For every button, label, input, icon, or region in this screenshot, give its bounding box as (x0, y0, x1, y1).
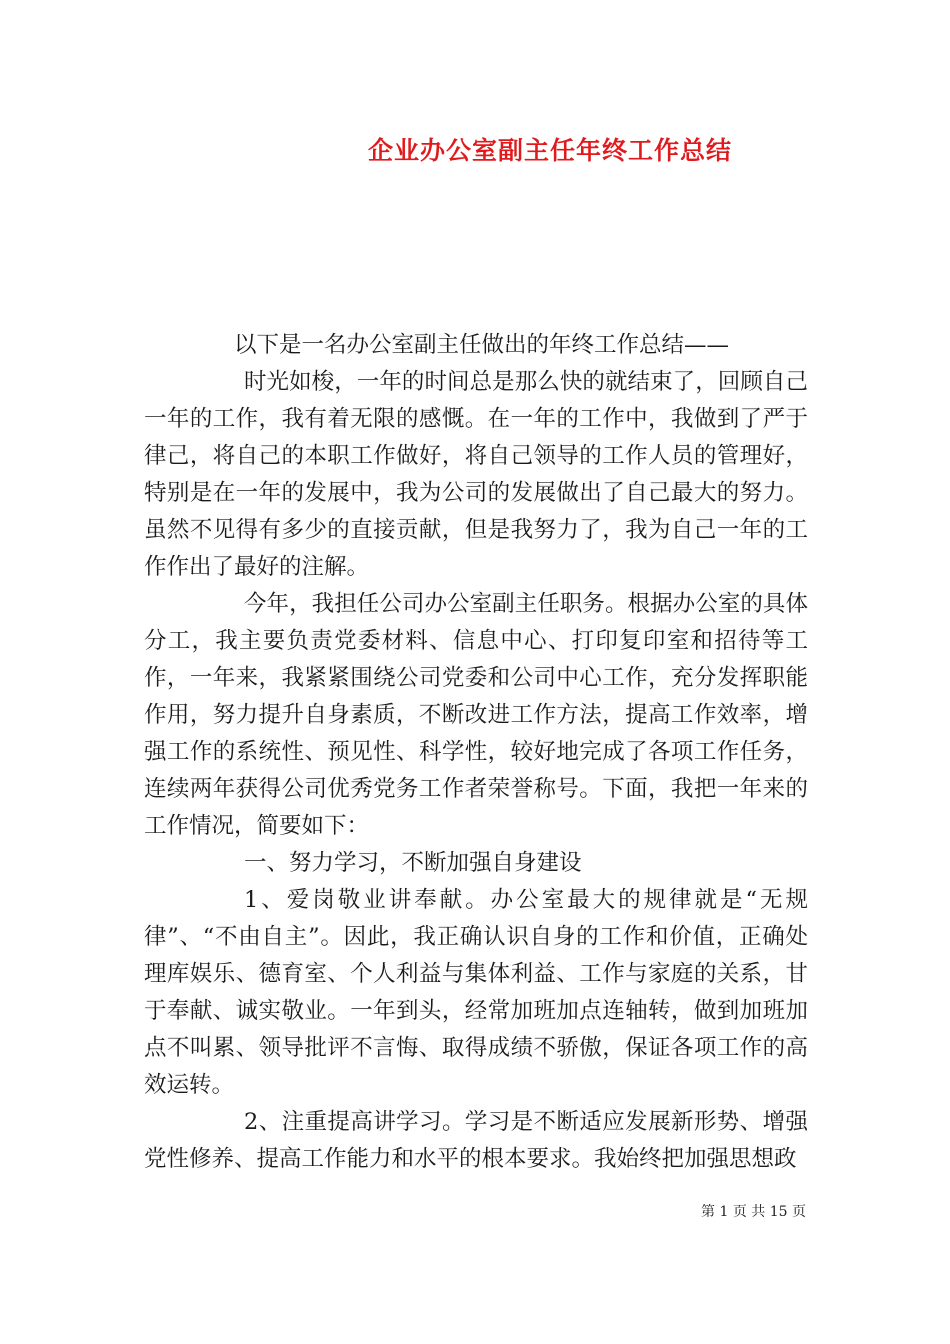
intro-line: 以下是一名办公室副主任做出的年终工作总结—— (234, 332, 730, 358)
paragraph-1: 时光如梭，一年的时间总是那么快的就结束了，回顾自己一年的工作，我有着无限的感慨。在一年的工作中，我做到了严于律己，将自己的本职工作做好，将自己领导的工作人员的管理好，特别是在一年的发展中，我为公司的发展做出了自己最大的努力。虽然不见得有多少的直接贡献，但是我努力了，我为自己一年的工作作出了最好的注解。 (144, 369, 808, 580)
section-paragraph-2: 2、注重提高讲学习。学习是不断适应发展新形势、增强党性修养、提高工作能力和水平的根本要求。我始终把加强思想政 (144, 1109, 808, 1172)
paragraph-2: 今年，我担任公司办公室副主任职务。根据办公室的具体分工，我主要负责党委材料、信息中心、打印复印室和招待等工作，一年来，我紧紧围绕公司党委和公司中心工作，充分发挥职能作用，努力提升自身素质，不断改进工作方法，提高工作效率，增强工作的系统性、预见性、科学性，较好地完成了各项工作任务，连续两年获得公司优秀党务工作者荣誉称号。下面，我把一年来的工作情况，简要如下： (144, 591, 808, 839)
section-heading: 一、努力学习，不断加强自身建设 (244, 850, 582, 876)
page-number-footer: 第 1 页 共 15 页 (701, 1204, 806, 1220)
document-body (144, 327, 808, 1178)
section-paragraph-1: 1、爱岗敬业讲奉献。办公室最大的规律就是“无规律”、“不由自主”。因此，我正确认识自身的工作和价值，正确处理库娱乐、德育室、个人利益与集体利益、工作与家庭的关系，甘于奉献、诚实敬业。一年到头，经常加班加点连轴转，做到加班加点不叫累、领导批评不言悔、取得成绩不骄傲，保证各项工作的高效运转。 (144, 887, 808, 1098)
document-title: 企业办公室副主任年终工作总结 (367, 136, 732, 165)
